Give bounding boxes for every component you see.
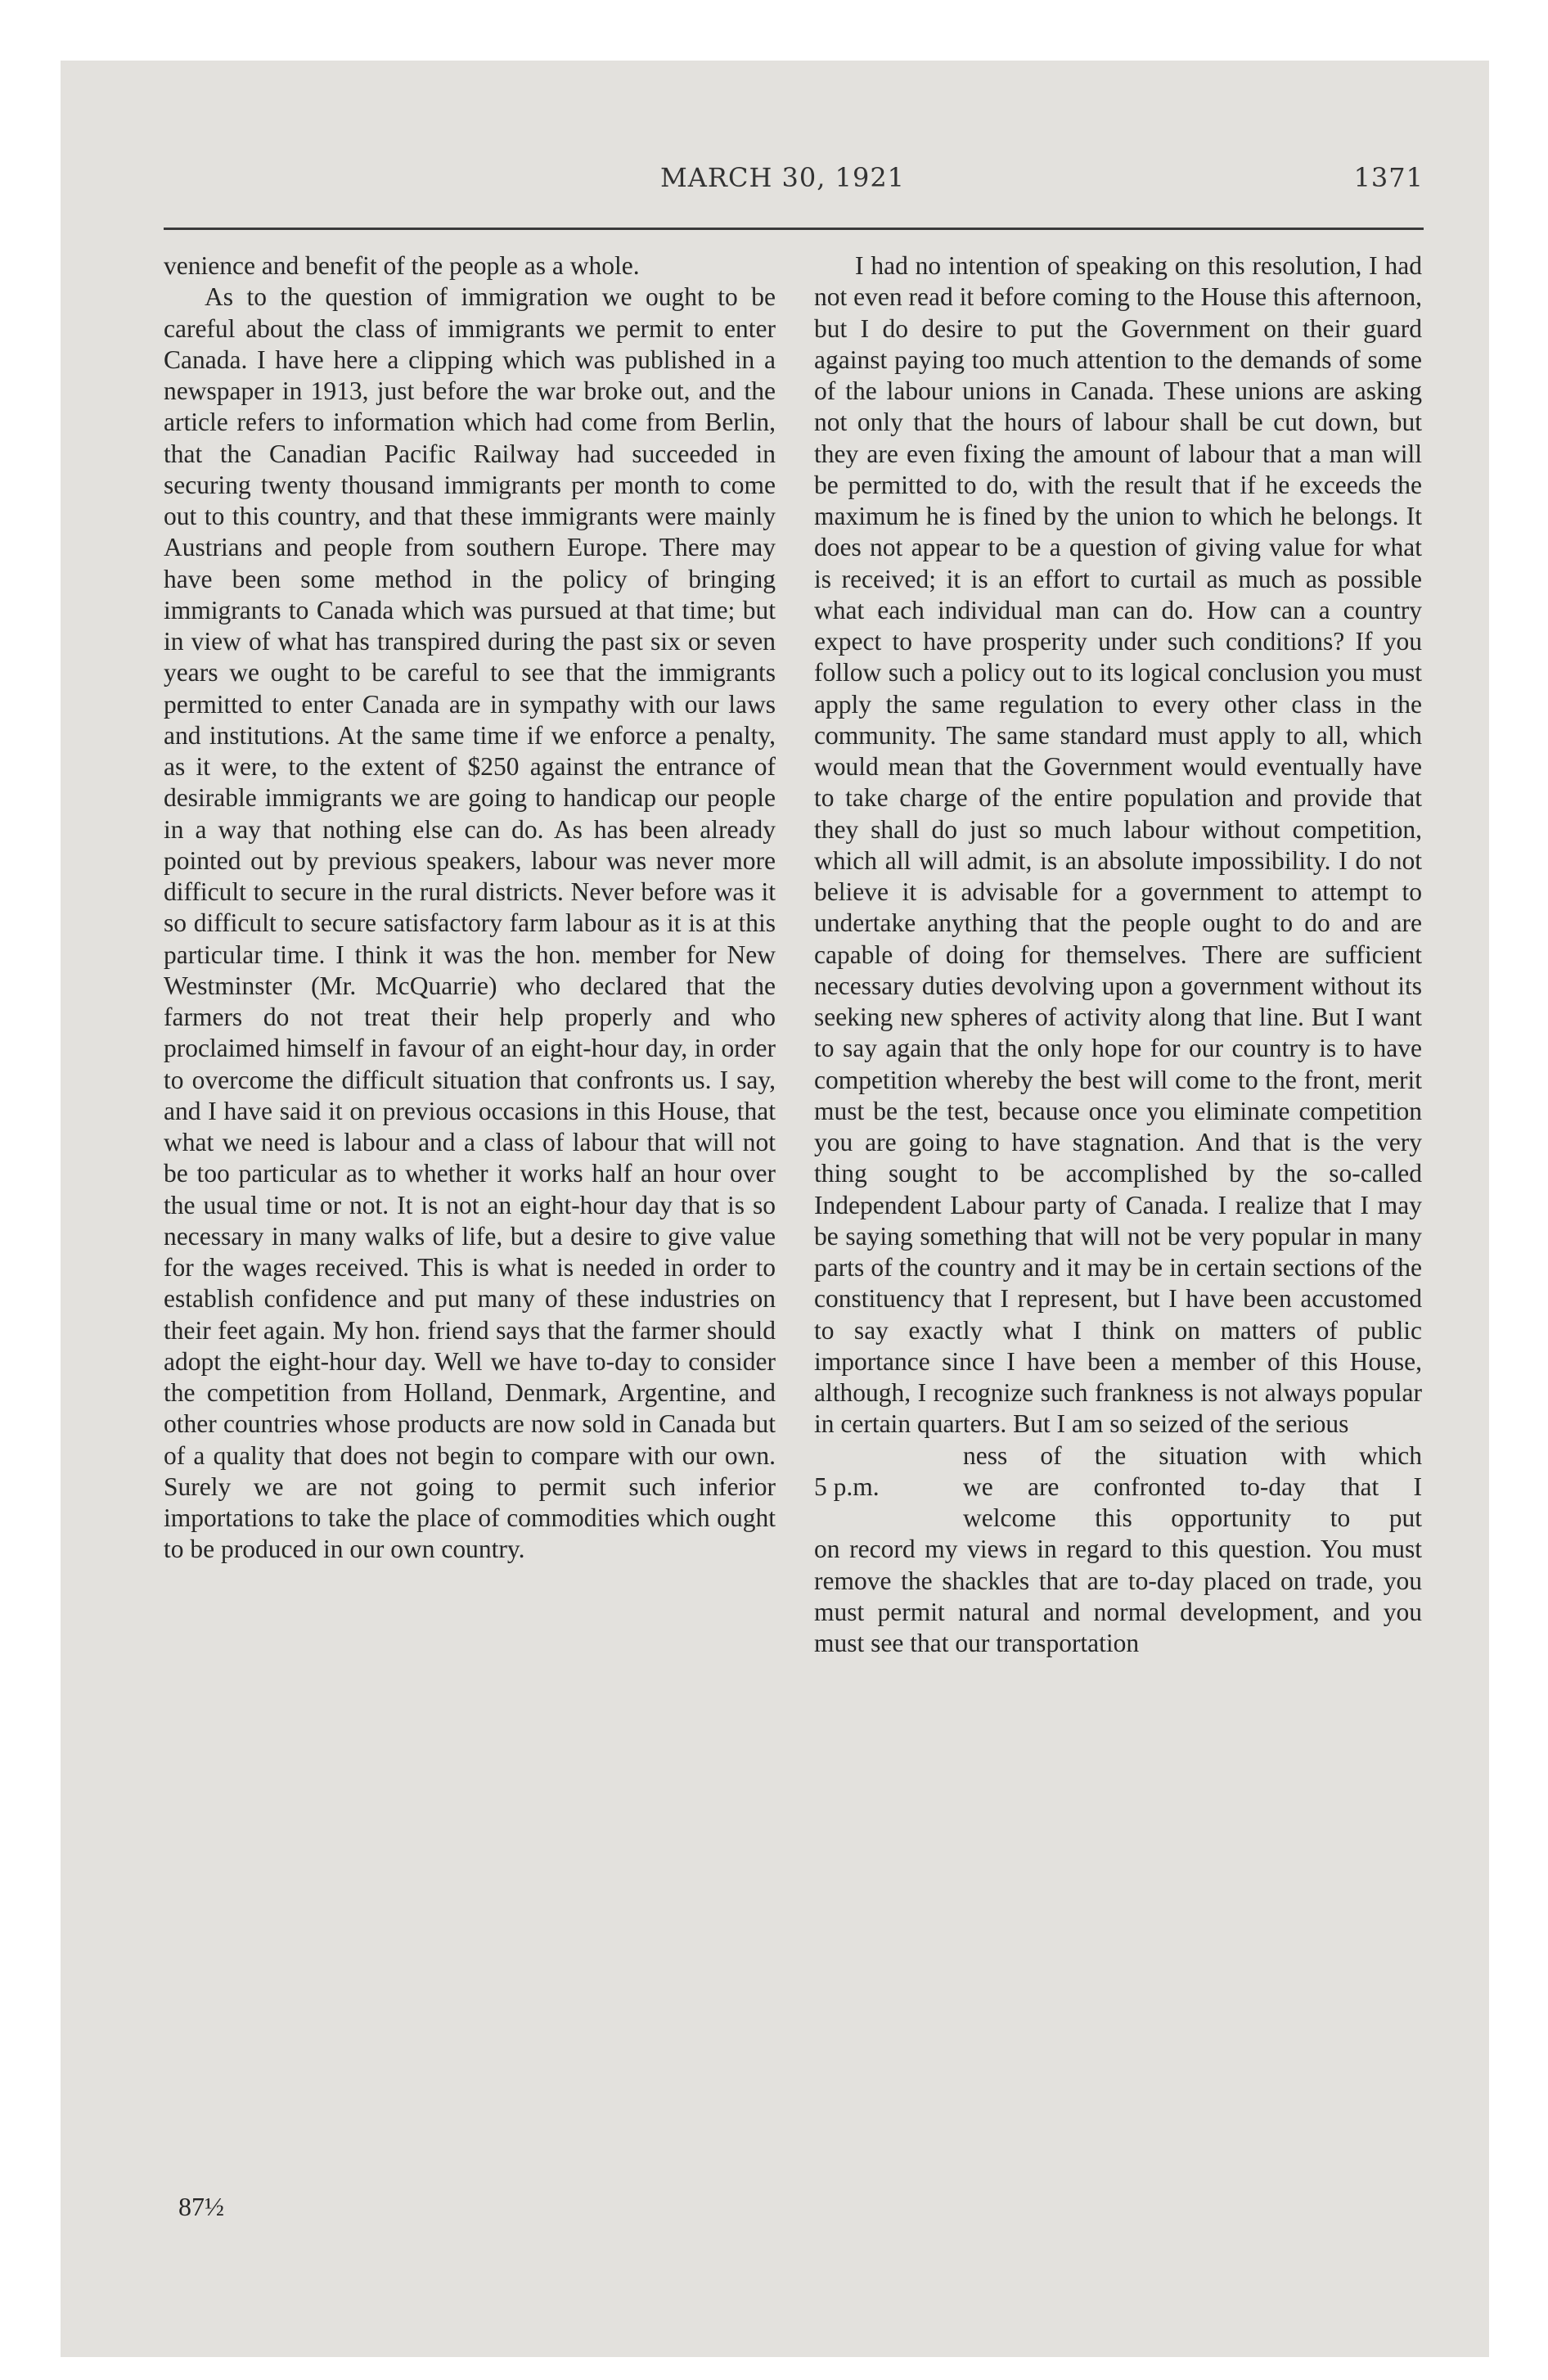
margin-line: welcome this opportunity to put (963, 1503, 1422, 1532)
running-header (164, 162, 1424, 198)
right-column (814, 250, 1422, 2228)
paragraph: venience and benefit of the people as a whole. (164, 251, 640, 280)
paragraph: on record my views in regard to this question. You must remove the shackles that are to-day placed on trade, you must permit natural and normal development, and you must see that our transportation (814, 1535, 1422, 1657)
page-number: 1371 (1353, 162, 1424, 193)
paragraph: As to the question of immigration we ought to be careful about the class of immigrants we permit to enter Canada. I have here a clipping which was published in a newspaper in 1913, just before the war broke out, and the article refers to information which had come from Berlin, that the Canadian Pacific Railway had succeeded in securing twenty thousand immigrants per month to come out to this country, and that these immigrants were mainly Austrians and people from southern Europe. There may have been some method in the policy of bringing immigrants to Canada which was pursued at that time; but in view of what has transpired during the past six or seven years we ought to be careful to see that the immigrants permitted to enter Canada are in sympathy with our laws and institutions. At the same time if we enforce a penalty, as it were, to the extent of $250 against the entrance of desirable immigrants we are going to handicap our people in a way that nothing else can do. As has been already pointed out by previous speakers, labour was never more difficult to secure in the rural districts. Never before was it so difficult to secure satisfactory farm labour as it is at this particular time. I think it was the hon. member for New Westminster (Mr. McQuarrie) who declared that the farmers do not treat their help properly and who proclaimed himself in favour of an eight-hour day, in order to overcome the difficult situation that confronts us. I say, and I have said it on previous occasions in this House, that what we need is labour and a class of labour that will not be too particular as to whether it works half an hour over the usual time or not. It is not an eight-hour day that is so necessary in many walks of life, but a desire to give value for the wages received. This is what is needed in order to establish confidence and put many of these industries on their feet again. My hon. friend says that the farmer should adopt the eight-hour day. Well we have to-day to consider the competition from Holland, Denmark, Argentine, and other countries whose products are now sold in Canada but of a quality that does not begin to compare with our own. Surely we are not going to permit such inferior importations to take the place of commodities which ought to be produced in our own country. (164, 282, 776, 1564)
margin-note-time: 5 p.m. (814, 1472, 880, 1501)
folio-mark: 87½ (178, 2192, 224, 2221)
header-date: MARCH 30, 1921 (660, 162, 906, 193)
margin-line: we are confronted to-day that I (963, 1472, 1422, 1501)
margin-line: ness of the situation with which (963, 1440, 1422, 1470)
margin-note-row (814, 1472, 1422, 1503)
left-column (164, 250, 776, 2228)
paragraph: I had no intention of speaking on this resolution, I had not even read it before coming to the House this afternoon, but I do desire to put the Government on their guard against paying too much attention to the demands of some of the labour unions in Canada. These unions are asking not only that the hours of labour shall be cut down, but they are even fixing the amount of labour that a man will be permitted to do, with the result that if he exceeds the maximum he is fined by the union to which he belongs. It does not appear to be a question of giving value for what is received; it is an effort to curtail as much as possible what each individual man can do. How can a country expect to have prosperity under such conditions? If you follow such a policy out to its logical conclusion you must apply the same regulation to every other class in the community. The same standard must apply to all, which would mean that the Government would eventually have to take charge of the entire population and provide that they shall do just so much labour without competition, which all will admit, is an absolute impossibility. I do not believe it is advisable for a government to attempt to undertake anything that the people ought to do and are capable of doing for themselves. There are sufficient necessary duties devolving upon a government without its seeking new spheres of activity along that line. But I want to say again that the only hope for our country is to have competition whereby the best will come to the front, merit must be the test, because once you eliminate competition you are going to have stagnation. And that is the very thing sought to be accomplished by the so-called Independent Labour party of Canada. I realize that I may be saying something that will not be very popular in many parts of the country and it may be in certain sections of the constituency that I represent, but I have been accustomed to say exactly what I think on matters of public importance since I have been a member of this House, although, I recognize such frankness is not always popular in certain quarters. But I am so seized of the serious (814, 251, 1422, 1439)
header-rule (164, 228, 1424, 230)
